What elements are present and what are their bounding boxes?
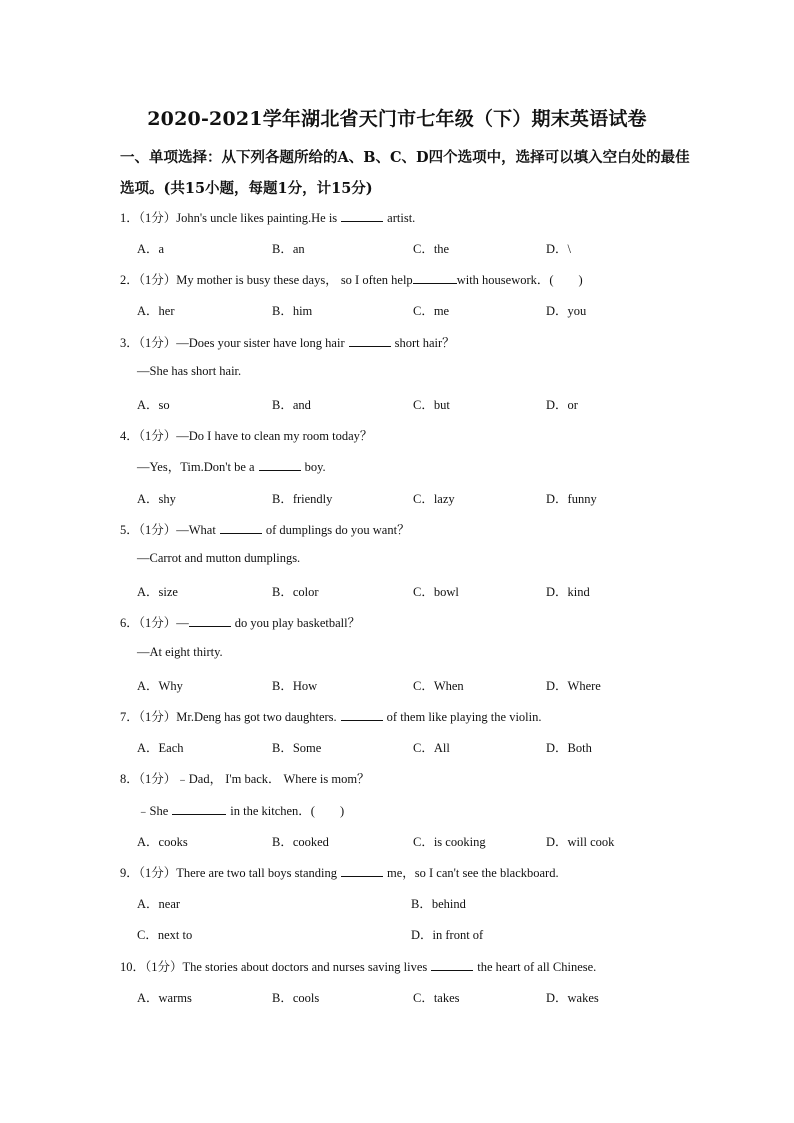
dialogue-reply [137, 457, 326, 475]
option-c[interactable]: C．but [413, 398, 450, 412]
option-d[interactable]: D．or [546, 398, 578, 412]
answer-blank[interactable] [341, 719, 383, 721]
dialogue-reply: —Carrot and mutton dumplings. [137, 551, 301, 565]
option-a[interactable]: A．her [137, 304, 175, 318]
option-b[interactable]: B．behind [411, 897, 466, 911]
option-b[interactable]: B．Some [272, 741, 322, 755]
option-a[interactable]: A．a [137, 242, 165, 256]
option-b[interactable]: B．color [272, 585, 319, 599]
question-9 [120, 863, 559, 881]
option-d[interactable]: D．you [546, 304, 587, 318]
question-text: 6．（1分）— [120, 616, 189, 630]
reply-text-after: in the kitchen．( ) [230, 804, 345, 818]
answer-blank[interactable] [431, 969, 473, 971]
dialogue-reply: —She has short hair. [137, 364, 242, 378]
question-text: 9．（1分）There are two tall boys standing [120, 866, 337, 880]
option-a[interactable]: A．Each [137, 741, 184, 755]
question-1 [120, 208, 415, 226]
question-7 [120, 707, 542, 725]
question-3 [120, 333, 455, 351]
question-text-after: me，so I can't see the blackboard. [386, 866, 559, 880]
reply-text: —Yes，Tim.Don't be a [137, 460, 255, 474]
option-d[interactable]: D．will cook [546, 835, 615, 849]
option-c[interactable]: C．the [413, 242, 450, 256]
question-6 [120, 613, 360, 631]
option-a[interactable]: A．near [137, 897, 181, 911]
question-text: 8．（1分）﹣Dad， I'm back． Where is mom？ [120, 772, 370, 786]
question-text-after: short hair？ [394, 336, 455, 350]
dialogue-reply: —At eight thirty. [137, 645, 223, 659]
question-text: 10．（1分）The stories about doctors and nurses saving lives [120, 960, 428, 974]
question-text-after: artist. [387, 211, 416, 225]
option-d[interactable]: D．Where [546, 679, 601, 693]
option-d[interactable]: D．funny [546, 492, 597, 506]
option-a[interactable]: A．so [137, 398, 170, 412]
answer-blank[interactable] [189, 625, 231, 627]
option-c[interactable]: C．All [413, 741, 450, 755]
option-d[interactable]: D．\ [546, 242, 572, 256]
reply-text: ﹣She [137, 804, 169, 818]
question-5 [120, 520, 410, 538]
option-b[interactable]: B．cools [272, 991, 320, 1005]
dialogue-reply [137, 801, 344, 819]
section-heading-line-2: 选项。(共15小题，每题1分，计15分) [120, 180, 373, 197]
option-a[interactable]: A．Why [137, 679, 183, 693]
option-b[interactable]: B．and [272, 398, 311, 412]
option-c[interactable]: C．me [413, 304, 450, 318]
question-text: 3．（1分）—Does your sister have long hair [120, 336, 345, 350]
question-text: 7．（1分）Mr.Deng has got two daughters. [120, 710, 337, 724]
option-d[interactable]: D．in front of [411, 928, 484, 942]
option-b[interactable]: B．him [272, 304, 313, 318]
option-c[interactable]: C．lazy [413, 492, 455, 506]
question-8 [120, 769, 370, 787]
option-d[interactable]: D．kind [546, 585, 590, 599]
option-d[interactable]: D．Both [546, 741, 592, 755]
option-b[interactable]: B．an [272, 242, 305, 256]
answer-blank[interactable] [259, 469, 301, 471]
answer-blank[interactable] [413, 282, 457, 284]
question-text-after: do you play basketball？ [234, 616, 361, 630]
option-b[interactable]: B．friendly [272, 492, 333, 506]
option-c[interactable]: C．takes [413, 991, 460, 1005]
question-2 [120, 270, 583, 288]
question-text-after: of them like playing the violin. [386, 710, 542, 724]
option-b[interactable]: B．cooked [272, 835, 329, 849]
question-text: 2．（1分）My mother is busy these days， so I often help [120, 273, 413, 287]
option-c[interactable]: C．When [413, 679, 464, 693]
answer-blank[interactable] [220, 532, 262, 534]
answer-blank[interactable] [341, 220, 383, 222]
answer-blank[interactable] [349, 345, 391, 347]
question-text: 1．（1分）John's uncle likes painting.He is [120, 211, 338, 225]
question-text: 5．（1分）—What [120, 523, 216, 537]
reply-text-after: boy. [304, 460, 326, 474]
question-4 [120, 426, 372, 444]
option-b[interactable]: B．How [272, 679, 318, 693]
question-text-after: the heart of all Chinese. [477, 960, 597, 974]
question-text-after: with housework．( ) [456, 273, 583, 287]
option-a[interactable]: A．shy [137, 492, 176, 506]
option-d[interactable]: D．wakes [546, 991, 599, 1005]
option-c[interactable]: C．next to [137, 928, 193, 942]
option-c[interactable]: C．bowl [413, 585, 459, 599]
option-a[interactable]: A．warms [137, 991, 192, 1005]
question-text: 4．（1分）—Do I have to clean my room today？ [120, 429, 373, 443]
option-c[interactable]: C．is cooking [413, 835, 486, 849]
answer-blank[interactable] [172, 813, 226, 815]
question-10 [120, 957, 596, 975]
page-title: 2020-2021学年湖北省天门市七年级（下）期末英语试卷 [147, 108, 647, 130]
section-heading-line-1: 一、单项选择：从下列各题所给的A、B、C、D四个选项中，选择可以填入空白处的最佳 [120, 149, 690, 166]
answer-blank[interactable] [341, 875, 383, 877]
question-text-after: of dumplings do you want？ [265, 523, 410, 537]
option-a[interactable]: A．cooks [137, 835, 188, 849]
option-a[interactable]: A．size [137, 585, 178, 599]
